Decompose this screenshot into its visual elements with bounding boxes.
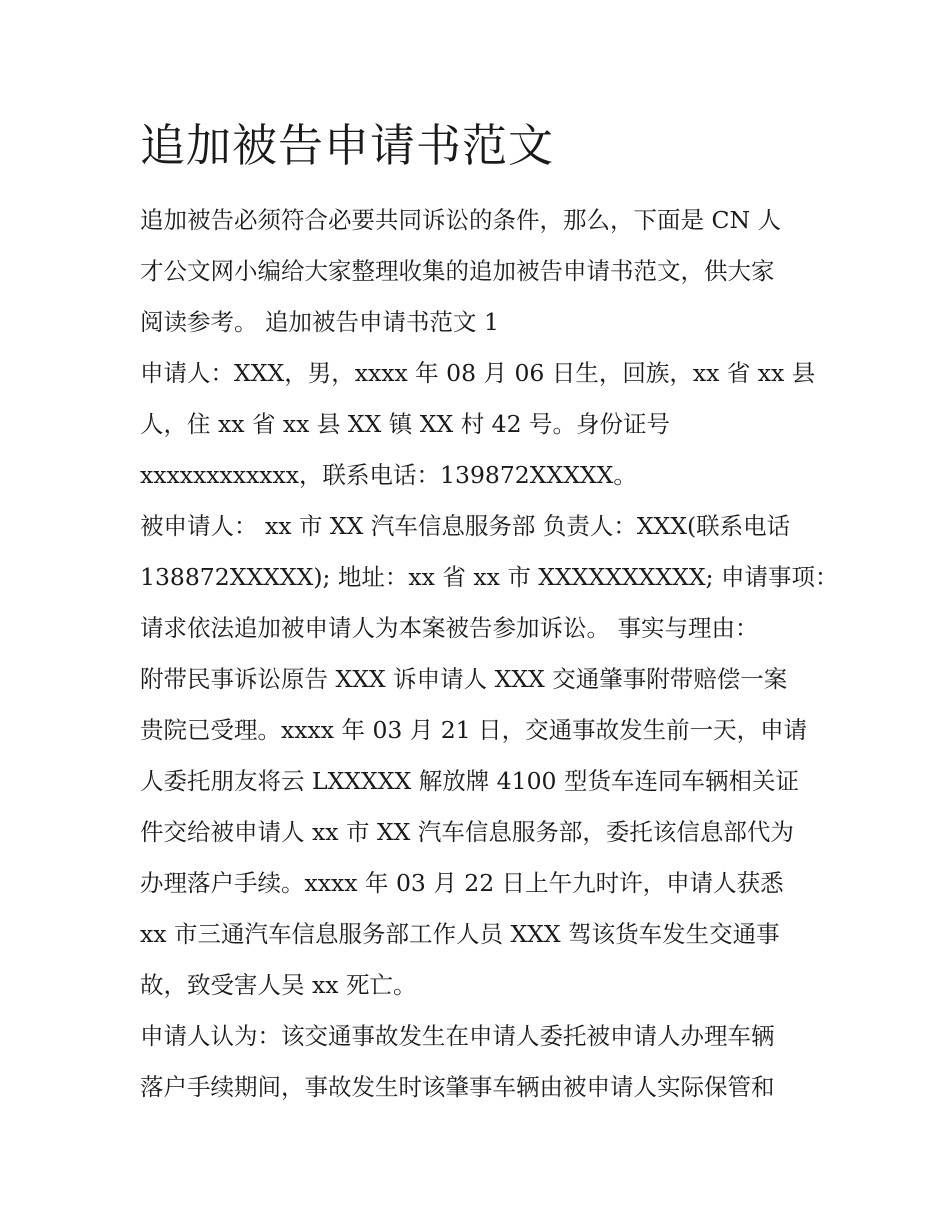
text-line-11: 贵院已受理。xxxx 年 03 月 21 日，交通事故发生前一天，申请: [140, 716, 808, 744]
text-line-16: 故，致受害人吴 xx 死亡。: [140, 971, 417, 999]
text-line-10: 附带民事诉讼原告 XXX 诉申请人 XXX 交通肇事附带赔偿一案: [140, 665, 788, 693]
text-line-9: 请求依法追加被申请人为本案被告参加诉讼。 事实与理由：: [140, 614, 759, 642]
text-line-7: 被申请人： xx 市 XX 汽车信息服务部 负责人：XXX(联系电话: [140, 512, 791, 540]
text-line-14: 办理落户手续。xxxx 年 03 月 22 日上午九时许，申请人获悉: [140, 869, 784, 897]
text-line-8: 138872XXXXX); 地址：xx 省 xx 市 XXXXXXXXXX; 申请事项：: [140, 563, 839, 591]
text-line-2: 才公文网小编给大家整理收集的追加被告申请书范文，供大家: [140, 257, 775, 285]
text-line-3: 阅读参考。 追加被告申请书范文 1: [140, 308, 499, 336]
text-line-17: 申请人认为：该交通事故发生在申请人委托被申请人办理车辆: [140, 1022, 775, 1050]
text-line-15: xx 市三通汽车信息服务部工作人员 XXX 驾该货车发生交通事: [140, 920, 780, 948]
text-line-5: 人，住 xx 省 xx 县 XX 镇 XX 村 42 号。身份证号: [140, 410, 671, 438]
document-title: 追加被告申请书范文: [140, 119, 555, 172]
text-line-1: 追加被告必须符合必要共同诉讼的条件，那么，下面是 CN 人: [140, 206, 781, 234]
text-line-13: 件交给被申请人 xx 市 XX 汽车信息服务部，委托该信息部代为: [140, 818, 794, 846]
text-line-18: 落户手续期间，事故发生时该肇事车辆由被申请人实际保管和: [140, 1073, 775, 1101]
text-line-4: 申请人：XXX，男，xxxx 年 08 月 06 日生，回族，xx 省 xx 县: [140, 359, 816, 387]
text-line-12: 人委托朋友将云 LXXXXX 解放牌 4100 型货车连同车辆相关证: [140, 767, 799, 795]
text-line-6: xxxxxxxxxxxx，联系电话：139872XXXXX。: [140, 461, 637, 489]
